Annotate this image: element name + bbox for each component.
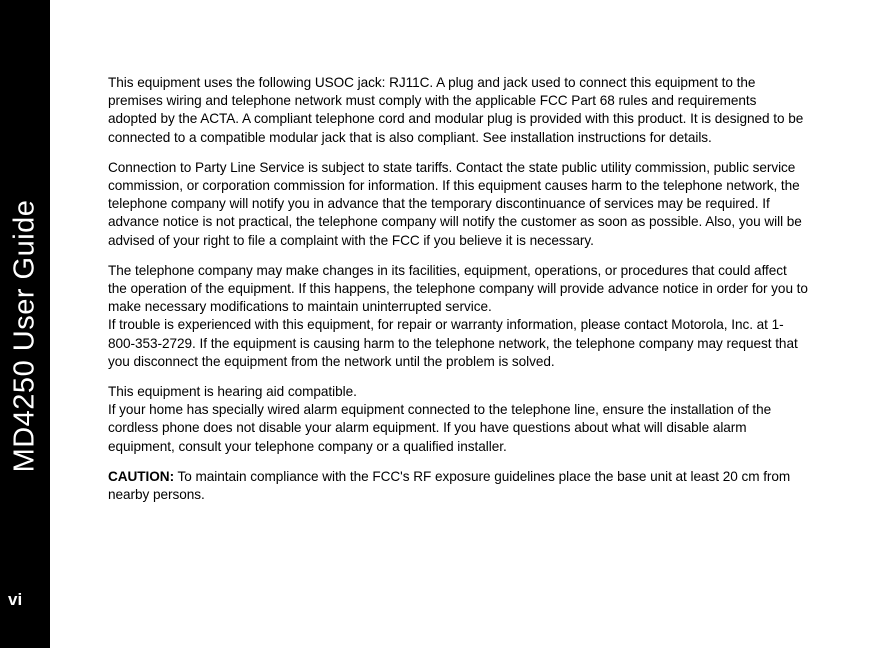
paragraph-caution	[108, 468, 808, 504]
caution-text: To maintain compliance with the FCC's RF exposure guidelines place the base unit at least 20 cm from nearby persons.	[108, 468, 791, 503]
page-number: vi	[8, 590, 23, 609]
paragraph-trouble-contact: If trouble is experienced with this equipment, for repair or warranty information, please contact Motorola, Inc. at 1-800-353-2729. If the equipment is causing harm to the telephone network, the telephone company may request that you disconnect the equipment from the network until the problem is solved.	[108, 317, 798, 369]
paragraph-party-line: Connection to Party Line Service is subject to state tariffs. Contact the state public utility commission, public service commission, or corporation commission for information. If this equipment causes harm to the telephone network, the telephone company will notify you in advance that the temporary discontinuance of services may be required. If advance notice is not practical, the telephone company will notify the customer as soon as possible. Also, you will be advised of your right to file a complaint with the FCC if you believe it is necessary.	[108, 159, 802, 248]
paragraph-facility-changes: The telephone company may make changes in its facilities, equipment, operations, or procedures that could affect the operation of the equipment. If this happens, the telephone company will provide advance notice in order for you to make necessary modifications to maintain uninterrupted service.	[108, 262, 808, 315]
document-title: MD4250 User Guide	[8, 199, 41, 473]
page-content	[108, 74, 808, 516]
paragraph-hearing-aid: This equipment is hearing aid compatible.	[108, 384, 357, 400]
caution-label: CAUTION:	[108, 468, 175, 484]
sidebar-band	[0, 0, 50, 648]
paragraph-usoc-jack: This equipment uses the following USOC jack: RJ11C. A plug and jack used to connect this equipment to the premises wiring and telephone network must comply with the applicable FCC Part 68 rules and requirements adopted by the ACTA. A compliant telephone cord and modular plug is provided with this product. It is designed to be connected to a compatible modular jack that is also compliant. See installation instructions for details.	[108, 75, 804, 145]
paragraph-alarm-equipment: If your home has specially wired alarm equipment connected to the telephone line, ensure the installation of the cordless phone does not disable your alarm equipment. If you have questions about what will disable alarm equipment, consult your telephone company or a qualified installer.	[108, 402, 772, 454]
